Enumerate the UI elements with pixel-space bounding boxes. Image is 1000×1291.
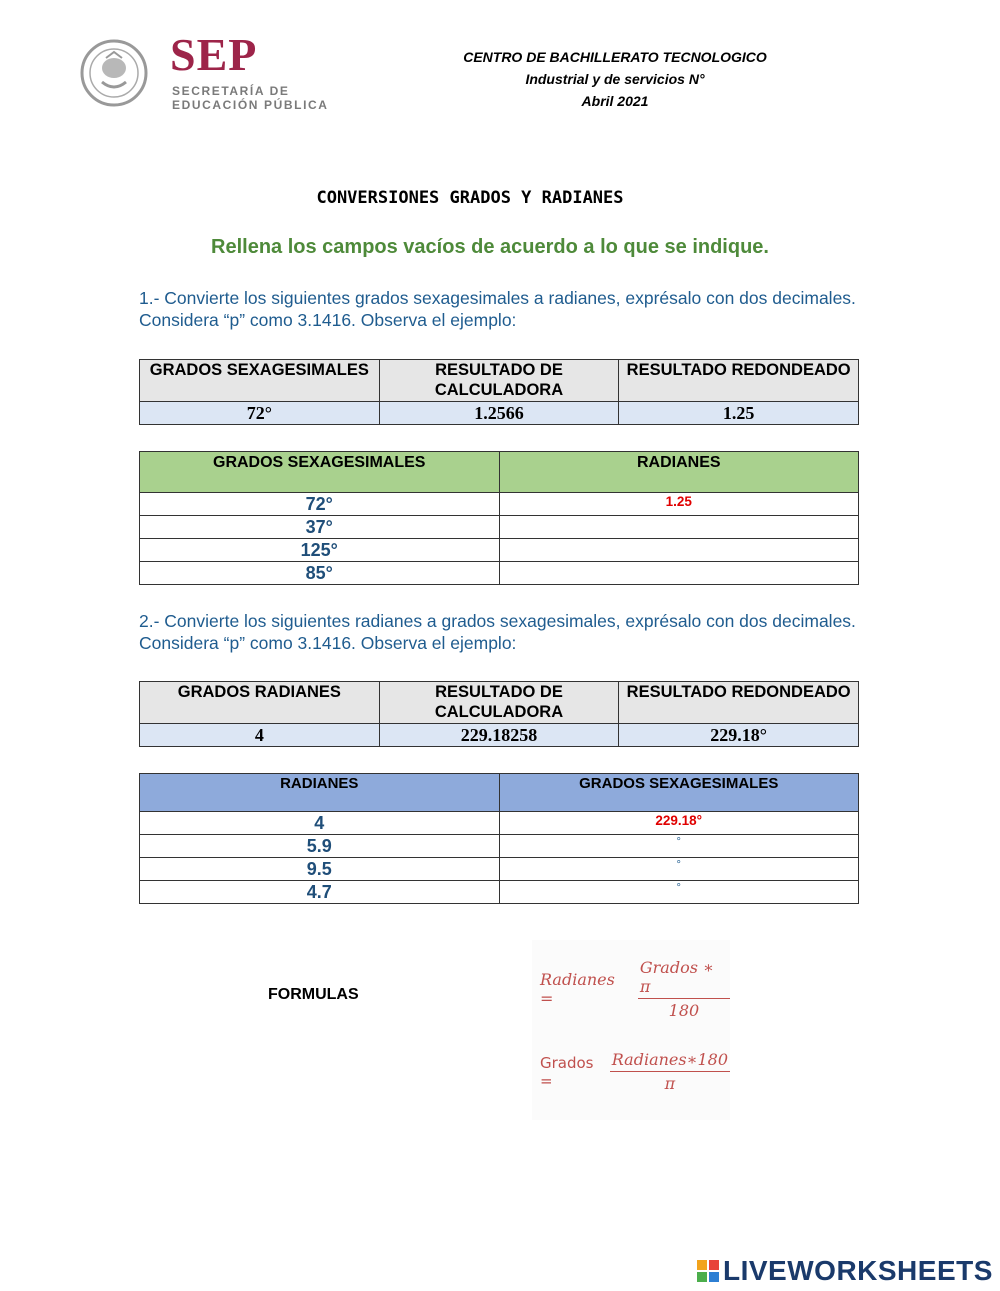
formula-degrees-numerator: Radianes∗180: [610, 1050, 730, 1072]
exercise1-header: GRADOS SEXAGESIMALES: [140, 452, 500, 493]
formulas-label: FORMULAS: [268, 986, 359, 1003]
exercise-table-1: [139, 451, 859, 585]
example1-header: GRADOS SEXAGESIMALES: [140, 360, 380, 402]
formula-degrees: [540, 1050, 730, 1093]
example1-cell: 1.2566: [379, 402, 619, 425]
school-name: CENTRO DE BACHILLERATO TECNOLOGICO: [463, 49, 767, 65]
exercise2-header: RADIANES: [140, 774, 500, 812]
exercise2-input: 4: [140, 812, 500, 835]
answer-field[interactable]: [499, 516, 859, 539]
example2-header: RESULTADO REDONDEADO: [619, 682, 859, 724]
formula-degrees-fraction: [610, 1050, 730, 1093]
liveworksheets-text: LIVEWORKSHEETS: [723, 1255, 993, 1286]
example1-cell: 72°: [140, 402, 380, 425]
sep-subtitle-line2: EDUCACIÓN PÚBLICA: [172, 98, 329, 112]
answer-field[interactable]: 1.25: [499, 493, 859, 516]
mexico-seal-icon: [80, 38, 148, 108]
sep-logo: SEP: [170, 29, 258, 80]
answer-field[interactable]: 229.18°: [499, 812, 859, 835]
school-date: Abril 2021: [581, 93, 649, 109]
liveworksheets-logo: [697, 1255, 993, 1287]
example1-header: RESULTADO REDONDEADO: [619, 360, 859, 402]
formula-radians-denominator: 180: [668, 1001, 700, 1020]
exercise1-input: 85°: [140, 562, 500, 585]
exercise1-input: 72°: [140, 493, 500, 516]
example1-header: RESULTADO DE CALCULADORA: [379, 360, 619, 402]
example-table-2: [139, 681, 859, 747]
formula-radians-lhs: Radianes =: [540, 970, 615, 1008]
answer-field[interactable]: [499, 539, 859, 562]
liveworksheets-icon: [697, 1260, 719, 1282]
exercise1-input: 125°: [140, 539, 500, 562]
sep-subtitle: [172, 84, 329, 112]
answer-field[interactable]: °: [499, 881, 859, 904]
example2-cell: 4: [140, 724, 380, 747]
formula-image: [532, 940, 730, 1120]
question-1: 1.- Convierte los siguientes grados sexagesimales a radianes, exprésalo con dos decimales. Considera “p” como 3.1416. Observa el ejemplo:: [139, 288, 856, 330]
instruction: Rellena los campos vacíos de acuerdo a lo que se indique.: [211, 236, 769, 258]
formula-radians-numerator: Grados ∗ π: [638, 958, 730, 999]
question-2: 2.- Convierte los siguientes radianes a grados sexagesimales, exprésalo con dos decimales. Considera “p” como 3.1416. Observa el ejemplo:: [139, 611, 856, 653]
answer-field[interactable]: °: [499, 835, 859, 858]
exercise2-input: 4.7: [140, 881, 500, 904]
school-header: [430, 46, 800, 112]
example-table-1: [139, 359, 859, 425]
answer-field[interactable]: °: [499, 858, 859, 881]
page-title: CONVERSIONES GRADOS Y RADIANES: [316, 188, 624, 208]
exercise1-input: 37°: [140, 516, 500, 539]
example2-cell: 229.18258: [379, 724, 619, 747]
example2-cell: 229.18°: [619, 724, 859, 747]
example1-cell: 1.25: [619, 402, 859, 425]
exercise2-header: GRADOS SEXAGESIMALES: [499, 774, 859, 812]
formula-radians: [540, 958, 730, 1020]
exercise-table-2: [139, 773, 859, 904]
example2-header: GRADOS RADIANES: [140, 682, 380, 724]
exercise1-header: RADIANES: [499, 452, 859, 493]
formula-radians-fraction: [638, 958, 730, 1020]
school-type: Industrial y de servicios N°: [525, 71, 705, 87]
formula-degrees-lhs: Grados =: [540, 1053, 594, 1090]
exercise2-input: 9.5: [140, 858, 500, 881]
example2-header: RESULTADO DE CALCULADORA: [379, 682, 619, 724]
answer-field[interactable]: [499, 562, 859, 585]
sep-subtitle-line1: SECRETARÍA DE: [172, 84, 290, 98]
formula-degrees-denominator: π: [664, 1074, 676, 1093]
exercise2-input: 5.9: [140, 835, 500, 858]
